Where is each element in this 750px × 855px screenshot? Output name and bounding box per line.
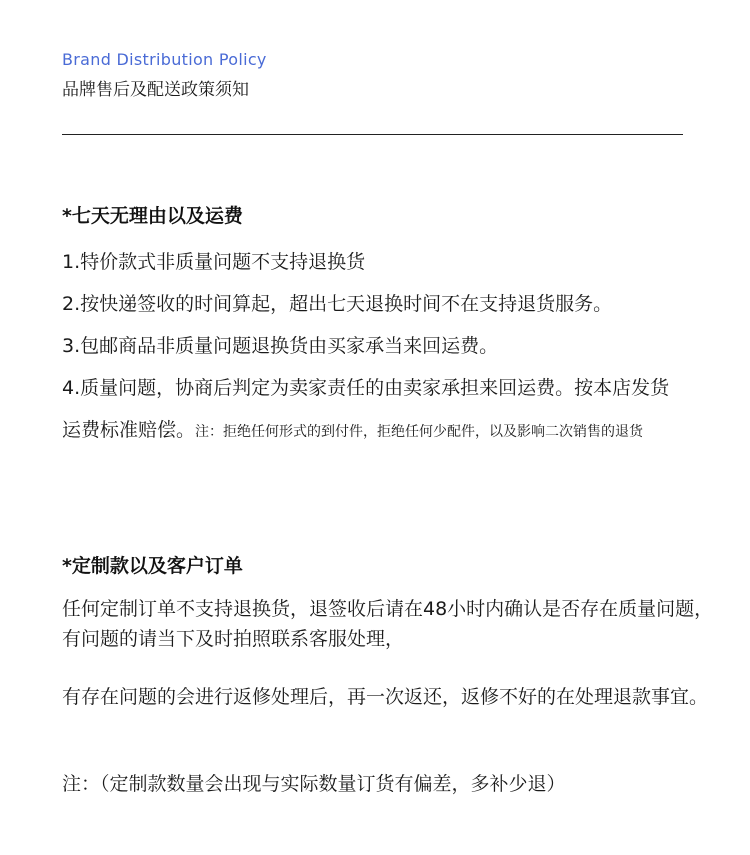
custom-order-note: 注：（定制款数量会出现与实际数量订货有偏差，多补少退） <box>62 773 566 795</box>
policy-item-2: 2.按快递签收的时间算起，超出七天退换时间不在支持退货服务。 <box>62 293 613 315</box>
custom-order-paragraph-1: 任何定制订单不支持退换货，退签收后请在48小时内确认是否存在质量问题，有问题的请当下及时拍照联系客服处理， <box>62 598 714 650</box>
custom-order-paragraph-2: 有存在问题的会进行返修处理后，再一次返还，返修不好的在处理退款事宜。 <box>62 686 709 708</box>
header-divider <box>62 134 683 135</box>
section-title-seven-day-return: *七天无理由以及运费 <box>62 205 243 227</box>
policy-item-1: 1.特价款式非质量问题不支持退换货 <box>62 251 366 273</box>
header-title-en: Brand Distribution Policy <box>62 50 267 69</box>
section-title-custom-orders: *定制款以及客户订单 <box>62 555 243 577</box>
policy-item-4-tail: 运费标准赔偿。 <box>62 419 196 441</box>
policy-note: 注：拒绝任何形式的到付件，拒绝任何少配件，以及影响二次销售的退货 <box>195 424 644 440</box>
policy-item-4: 4.质量问题，协商后判定为卖家责任的由卖家承担来回运费。按本店发货 <box>62 377 670 399</box>
header-title-cn: 品牌售后及配送政策须知 <box>62 80 249 100</box>
policy-item-3: 3.包邮商品非质量问题退换货由买家承当来回运费。 <box>62 335 499 357</box>
policy-item-4-continued <box>62 415 643 442</box>
